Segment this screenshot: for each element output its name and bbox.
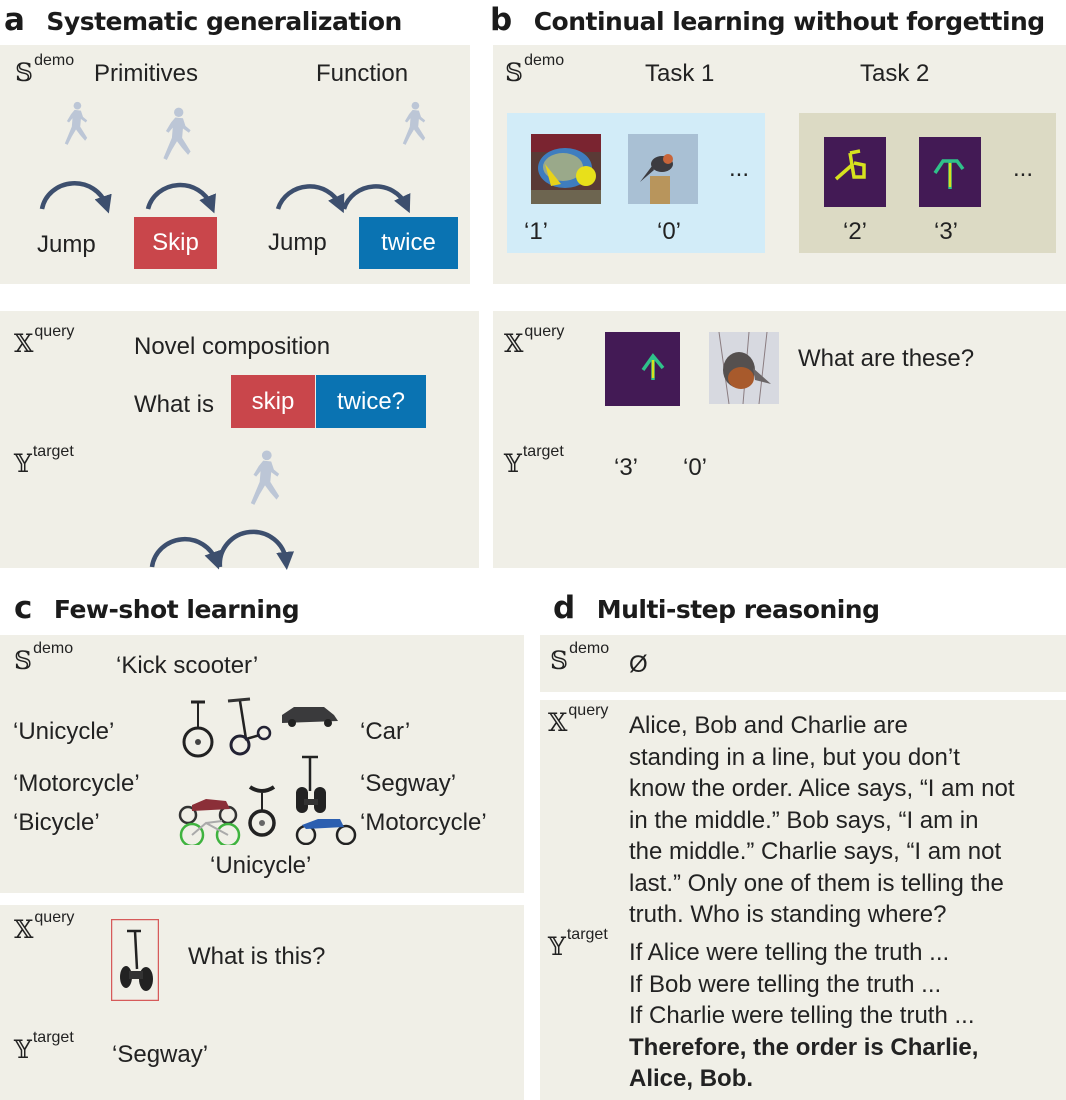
vehicle-images-grid	[178, 695, 358, 845]
task2-label-3: ‘3’	[934, 218, 959, 245]
function-label: Function	[316, 60, 409, 87]
conclusion-line: Alice, Bob.	[629, 1065, 754, 1092]
target-superscript: target	[566, 926, 608, 943]
motorcycle-label: ‘Motorcycle’	[13, 770, 140, 797]
demo-symbol	[14, 640, 74, 675]
demo-symbol	[505, 52, 565, 87]
jump-label: Jump	[37, 231, 96, 258]
target-superscript: target	[522, 443, 564, 460]
target-superscript: target	[32, 443, 74, 460]
demo-set-icon: 𝕊	[505, 58, 524, 87]
query-set-icon: 𝕏	[14, 329, 34, 358]
query-superscript: query	[34, 909, 75, 926]
demo-set-icon: 𝕊	[15, 58, 34, 87]
conclusion-line: Therefore, the order is Charlie,	[629, 1033, 979, 1061]
panel-a-title	[4, 2, 402, 38]
demo-symbol	[15, 52, 75, 87]
demo-superscript: demo	[33, 640, 74, 657]
task1-label-0: ‘0’	[657, 218, 682, 245]
kick-scooter-label: ‘Kick scooter’	[116, 652, 259, 679]
target-symbol	[14, 443, 74, 478]
panel-d-query-box	[540, 700, 1066, 1100]
target-symbol	[504, 443, 564, 478]
panel-a-demo-box	[0, 45, 470, 284]
segway-target-label: ‘Segway’	[112, 1041, 209, 1068]
demo-superscript: demo	[524, 52, 565, 69]
panel-a-title-text: Systematic generalization	[46, 7, 402, 36]
question-line: the middle.” Charlie says, “I am not	[629, 838, 1002, 865]
bicycle-label: ‘Bicycle’	[13, 809, 100, 836]
target-set-icon: 𝕐	[548, 932, 566, 961]
what-is-label: What is	[134, 391, 215, 418]
motorcycle-image	[297, 819, 355, 844]
task1-label-1: ‘1’	[524, 218, 549, 245]
runner-icon	[160, 107, 194, 167]
target-label-0: ‘0’	[683, 454, 708, 481]
task1-box	[507, 113, 765, 253]
panel-c-query-box	[0, 905, 524, 1100]
target-set-icon: 𝕐	[14, 449, 32, 478]
ellipsis: ...	[729, 155, 750, 182]
task1-label: Task 1	[645, 60, 715, 87]
ellipsis: ...	[1013, 155, 1034, 182]
panel-c-demo-box	[0, 635, 524, 893]
novel-composition-label: Novel composition	[134, 333, 331, 360]
bicycle-image	[181, 821, 239, 845]
panel-b-demo-box	[493, 45, 1066, 284]
unicycle-image	[184, 702, 212, 756]
demo-set-icon: 𝕊	[14, 646, 33, 675]
target-symbol	[548, 926, 608, 961]
answer-line: If Bob were telling the truth ...	[629, 970, 942, 998]
mnist-query-image	[605, 332, 680, 406]
primitives-label: Primitives	[94, 60, 199, 87]
question-line: know the order. Alice says, “I am not	[629, 775, 1015, 802]
skip-tag: Skip	[134, 217, 217, 269]
segway-label: ‘Segway’	[360, 770, 457, 797]
reasoning-question	[629, 710, 1015, 931]
car-label: ‘Car’	[360, 718, 411, 745]
panel-b-query-box	[493, 311, 1066, 568]
mnist-digit-image	[824, 137, 886, 207]
query-symbol	[14, 909, 75, 944]
double-jump-arrows-icon	[140, 511, 310, 571]
panel-a-query-box	[0, 311, 479, 568]
panel-b-title-text: Continual learning without forgetting	[533, 7, 1045, 36]
question-line: Alice, Bob and Charlie are	[629, 712, 908, 739]
query-superscript: query	[568, 702, 609, 719]
target-set-icon: 𝕐	[504, 449, 522, 478]
motorcycle-image	[180, 799, 236, 823]
query-symbol	[504, 323, 565, 358]
unicycle-image	[250, 787, 274, 835]
question-line: truth. Who is standing where?	[629, 901, 947, 928]
task2-label: Task 2	[860, 60, 930, 87]
query-superscript: query	[524, 323, 565, 340]
query-symbol	[14, 323, 75, 358]
panel-a-letter: a	[4, 2, 25, 38]
query-set-icon: 𝕏	[548, 708, 568, 737]
skip-query-tag: skip	[231, 375, 315, 428]
runner-icon	[400, 97, 428, 155]
panel-d-demo-box	[540, 635, 1066, 692]
target-superscript: target	[32, 1029, 74, 1046]
query-symbol	[548, 702, 609, 737]
reasoning-answer	[629, 937, 978, 1095]
empty-set-value: Ø	[629, 651, 648, 678]
angelfish-image	[531, 134, 601, 204]
panel-d-title-text: Multi-step reasoning	[596, 595, 880, 624]
segway-query-image	[111, 919, 159, 1001]
panel-d-title	[553, 590, 880, 626]
jump-label: Jump	[268, 229, 327, 256]
demo-set-icon: 𝕊	[550, 646, 569, 675]
unicycle-label: ‘Unicycle’	[13, 718, 115, 745]
kick-scooter-image	[228, 699, 270, 754]
task2-label-2: ‘2’	[843, 218, 868, 245]
panel-c-title-text: Few-shot learning	[53, 595, 300, 624]
question-line: last.” Only one of them is telling the	[629, 869, 1004, 897]
motorcycle-label-2: ‘Motorcycle’	[360, 809, 487, 836]
twice-query-tag: twice?	[316, 375, 426, 428]
panel-b-title	[490, 2, 1045, 38]
demo-superscript: demo	[569, 640, 610, 657]
twice-tag: twice	[359, 217, 458, 269]
answer-line: If Alice were telling the truth ...	[629, 939, 950, 966]
what-are-these-label: What are these?	[798, 345, 975, 372]
what-is-this-label: What is this?	[188, 943, 326, 970]
question-line: in the middle.” Bob says, “I am in	[629, 806, 979, 834]
runner-icon	[62, 97, 90, 155]
target-label-3: ‘3’	[614, 454, 639, 481]
bird-on-post-image	[628, 134, 698, 204]
panel-c-title	[14, 590, 299, 626]
target-symbol	[14, 1029, 74, 1064]
panel-c-letter: c	[14, 590, 32, 626]
target-set-icon: 𝕐	[14, 1035, 32, 1064]
demo-superscript: demo	[34, 52, 75, 69]
query-superscript: query	[34, 323, 75, 340]
query-set-icon: 𝕏	[504, 329, 524, 358]
query-set-icon: 𝕏	[14, 915, 34, 944]
panel-d-letter: d	[553, 590, 575, 626]
answer-line: If Charlie were telling the truth ...	[629, 1002, 975, 1029]
segway-image	[296, 757, 326, 813]
robin-image	[709, 332, 779, 404]
runner-icon	[247, 450, 283, 512]
unicycle-bottom-label: ‘Unicycle’	[210, 852, 312, 879]
car-image	[282, 707, 338, 727]
question-line: standing in a line, but you don’t	[629, 743, 960, 771]
panel-b-letter: b	[490, 2, 512, 38]
task2-box	[799, 113, 1056, 253]
demo-symbol	[550, 640, 610, 675]
mnist-digit-image	[919, 137, 981, 207]
